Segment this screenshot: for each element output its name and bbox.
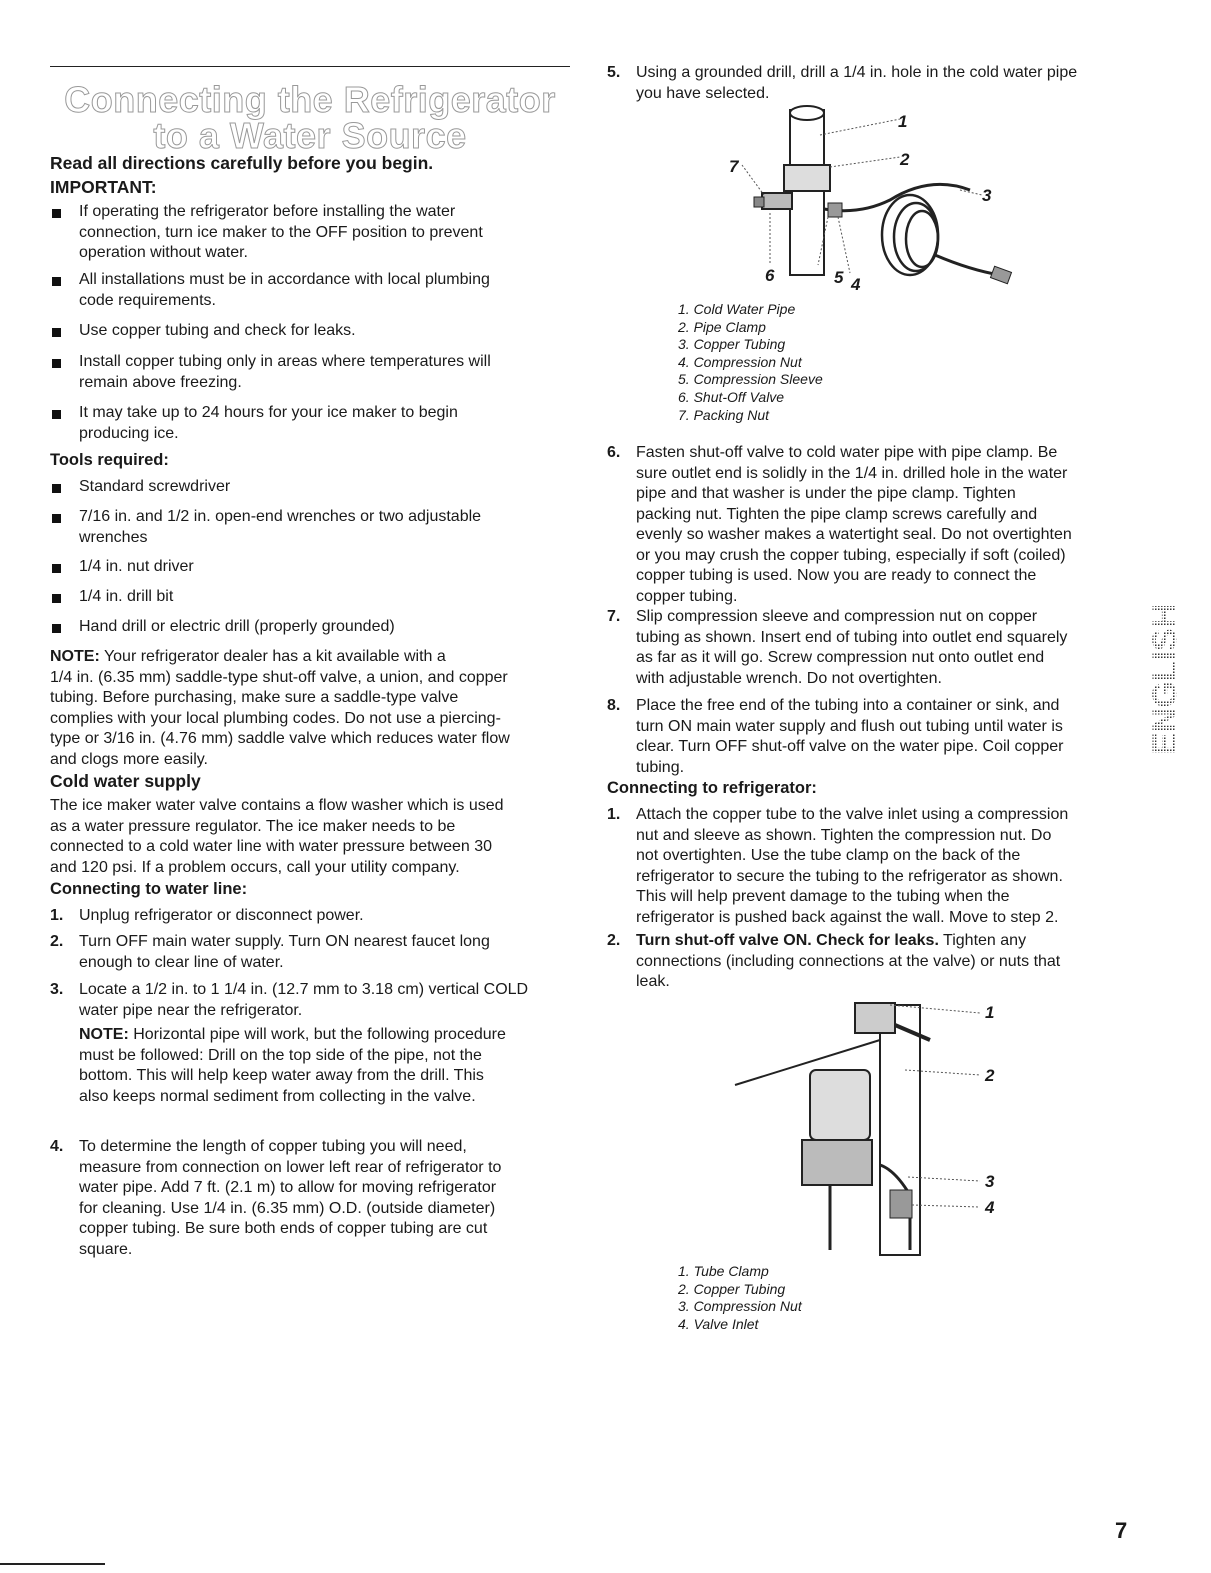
step-line: you have selected. [636,84,770,102]
step-line: not overtighten. Use the tube clamp on the back of the [636,847,1021,864]
note-label: NOTE: [50,648,100,665]
fig1-caption: 2. Pipe Clamp [678,318,766,335]
step-number: 2. [50,933,64,950]
step-number: 2. [607,932,621,949]
fig1-caption: 4. Compression Nut [678,353,802,370]
step-number: 8. [607,697,621,714]
step-line: refrigerator to secure the tubing to the refrigerator as shown. [636,867,1063,885]
step-line: connections (including connections at the valve) or nuts that [636,952,1061,970]
fig1-callout-7: 7 [729,157,739,176]
important-bullet-mark [52,277,61,286]
important-bullet-line: Install copper tubing only in areas where temperatures will [79,353,491,370]
step-line: Place the free end of the tubing into a container or sink, and [636,697,1060,714]
step-line: with adjustable wrench. Do not overtighten. [636,669,942,687]
step3-note-line: also keeps normal sediment from collecting in the valve. [79,1087,476,1105]
cold-water-line: as a water pressure regulator. The ice maker needs to be [50,817,456,835]
fig1-caption: 7. Packing Nut [678,406,770,423]
step-line: or you may crush the copper tubing, especially if soft (coiled) [636,546,1066,564]
tool-item-line: Standard screwdriver [79,478,231,495]
step-line: square. [79,1240,133,1258]
important-bullet-line: If operating the refrigerator before installing the water [79,203,456,220]
fig1-callout-5: 5 [834,268,844,287]
page-title-line2: to a Water Source [153,115,467,156]
step-line: This will help prevent damage to the tubing when the [636,888,1010,905]
fig2-diagram [730,995,980,1260]
fig2-caption: 2. Copper Tubing [678,1280,786,1297]
note-line: complies with your local plumbing codes. Do not use a piercing- [50,709,501,727]
tool-bullet-mark [52,594,61,603]
step-line: as far as it will go. Screw compression nut onto outlet end [636,649,1045,666]
fig1-caption: 6. Shut-Off Valve [678,389,785,405]
step-number: 4. [50,1138,64,1155]
fig1-callout-1: 1 [898,112,908,131]
fig2-caption: 4. Valve Inlet [678,1315,759,1332]
important-bullet-line: producing ice. [79,424,179,442]
tool-item-line: 1/4 in. nut driver [79,558,194,575]
tool-bullet-mark [52,484,61,493]
step-line: Unplug refrigerator or disconnect power. [79,907,364,924]
important-bullet-line: connection, turn ice maker to the OFF position to prevent [79,223,483,241]
step-line: nut and sleeve as shown. Tighten the compression nut. Do [636,826,1052,844]
step-line: Slip compression sleeve and compression nut on copper [636,608,1038,625]
page-number: 7 [1115,1518,1128,1543]
step-line: for cleaning. Use 1/4 in. (6.35 mm) O.D. (outside diameter) [79,1199,496,1217]
step-number: 6. [607,444,621,461]
note-line: 1/4 in. (6.35 mm) saddle-type shut-off valve, a union, and copper [50,668,508,686]
step3-note-text: Horizontal pipe will work, but the following procedure [128,1026,506,1043]
fig1-callout-2: 2 [900,150,910,169]
side-tab-label: ENGLISH [1146,603,1184,755]
cold-water-line: and 120 psi. If a problem occurs, call your utility company. [50,858,460,876]
step-line: evenly so washer makes a watertight seal. Do not overtighten [636,526,1072,543]
step-number: 3. [50,981,64,998]
fig2-callout-3: 3 [985,1172,995,1191]
shut-off-valve-shape [762,193,792,209]
step-line: Locate a 1/2 in. to 1 1/4 in. (12.7 mm to 3.18 cm) vertical COLD [79,981,529,998]
tool-bullet-mark [52,624,61,633]
step-line: clear. Turn OFF shut-off valve on the water pipe. Coil copper [636,738,1064,755]
tools-heading: Tools required: [50,451,169,469]
tool-item-line: wrenches [79,528,148,546]
fig2-callout-4: 4 [985,1198,995,1217]
fig2-caption: 1. Tube Clamp [678,1263,769,1279]
note-line: type or 3/16 in. (4.76 mm) saddle valve which reduces water flow [50,730,510,747]
step-number: 7. [607,608,621,625]
note-line: and clogs more easily. [50,750,208,768]
step-line: water pipe. Add 7 ft. (2.1 m) to allow for moving refrigerator [79,1179,497,1196]
tool-item-line: Hand drill or electric drill (properly grounded) [79,618,395,635]
important-heading: IMPORTANT: [50,177,157,197]
step-line: tubing as shown. Insert end of tubing into outlet end squarely [636,628,1068,646]
step-line: copper tubing. [636,587,738,605]
step-line: tubing. [636,758,685,776]
step-line: measure from connection on lower left rear of refrigerator to [79,1158,502,1176]
connecting-refrigerator-heading: Connecting to refrigerator: [607,779,817,797]
fig1-callout-4: 4 [851,275,861,294]
step3-note-label: NOTE: [79,1026,129,1043]
note-line [50,647,446,668]
fig1-callout-6: 6 [765,266,775,285]
fig1-caption: 3. Copper Tubing [678,336,786,353]
tool-item-line: 7/16 in. and 1/2 in. open-end wrenches or two adjustable [79,508,482,525]
step-line: Attach the copper tube to the valve inlet using a compression [636,806,1069,823]
fig1-caption: 1. Cold Water Pipe [678,301,796,317]
page-title-line1: Connecting the Refrigerator [64,79,556,120]
step-line: refrigerator is pushed back against the wall. Move to step 2. [636,908,1059,926]
top-rule [50,66,570,67]
step-line: Fasten shut-off valve to cold water pipe with pipe clamp. Be [636,444,1058,461]
step-number: 1. [50,907,64,924]
water-valve-shape [810,1070,870,1140]
important-bullet-mark [52,209,61,218]
step2-text: Tighten any [938,932,1027,949]
step-line: copper tubing. Be sure both ends of copper tubing are cut [79,1220,488,1237]
pipe-clamp-shape [784,165,830,191]
tool-bullet-mark [52,514,61,523]
step-line: pipe and that washer is under the pipe clamp. Tighten [636,485,1016,502]
step-line: Using a grounded drill, drill a 1/4 in. hole in the cold water pipe [636,64,1078,81]
step2-bold-text: Turn shut-off valve ON. Check for leaks. [636,932,939,949]
connecting-water-line-heading: Connecting to water line: [50,880,248,898]
tool-bullet-mark [52,564,61,573]
fig1-caption: 5. Compression Sleeve [678,371,823,388]
important-bullet-line: It may take up to 24 hours for your ice maker to begin [79,404,458,421]
important-bullet-mark [52,359,61,368]
cold-water-line: connected to a cold water line with water pressure between 30 [50,838,493,855]
cold-water-heading: Cold water supply [50,771,201,791]
important-bullet-line: operation without water. [79,244,248,261]
important-bullet-line: Use copper tubing and check for leaks. [79,322,356,339]
step3-note-line: must be followed: Drill on the top side of the pipe, not the [79,1046,482,1064]
step-line: packing nut. Tighten the pipe clamp screws carefully and [636,505,1038,523]
step-line: turn ON main water supply and flush out tubing until water is [636,717,1063,735]
note-text: Your refrigerator dealer has a kit available with a [99,648,446,665]
fig2-caption: 3. Compression Nut [678,1298,802,1315]
tool-item-line: 1/4 in. drill bit [79,588,174,605]
important-bullet-line: remain above freezing. [79,373,242,391]
language-side-tab [1146,565,1184,760]
step3-note-line [79,1025,506,1046]
read-all-heading: Read all directions carefully before you begin. [50,153,434,173]
step-line: copper tubing is used. Now you are ready to connect the [636,567,1037,584]
important-bullet-mark [52,328,61,337]
cold-water-pipe-shape [790,110,824,275]
step-line: leak. [636,973,670,990]
fig1-callout-3: 3 [982,186,992,205]
step-line [636,931,1026,952]
step-line: Turn OFF main water supply. Turn ON nearest faucet long [79,933,490,950]
step-number: 5. [607,64,621,81]
step3-note-line: bottom. This will help keep water away from the drill. This [79,1067,484,1084]
note-line: tubing. Before purchasing, make sure a saddle-type valve [50,689,459,706]
important-bullet-line: code requirements. [79,291,216,309]
bottom-rule [0,1563,105,1565]
cold-water-line: The ice maker water valve contains a flow washer which is used [50,797,504,814]
important-bullet-mark [52,410,61,419]
step-number: 1. [607,806,621,823]
step-line: sure outlet end is solidly in the 1/4 in. drilled hole in the water [636,464,1068,482]
step-line: To determine the length of copper tubing you will need, [79,1138,467,1155]
copper-tubing-shape [824,184,970,210]
tube-clamp-shape [855,1003,895,1033]
step-line: water pipe near the refrigerator. [79,1001,303,1019]
fig2-callout-2: 2 [985,1066,995,1085]
fig2-callout-1: 1 [985,1003,995,1022]
step-line: enough to clear line of water. [79,953,284,971]
important-bullet-line: All installations must be in accordance with local plumbing [79,271,490,288]
